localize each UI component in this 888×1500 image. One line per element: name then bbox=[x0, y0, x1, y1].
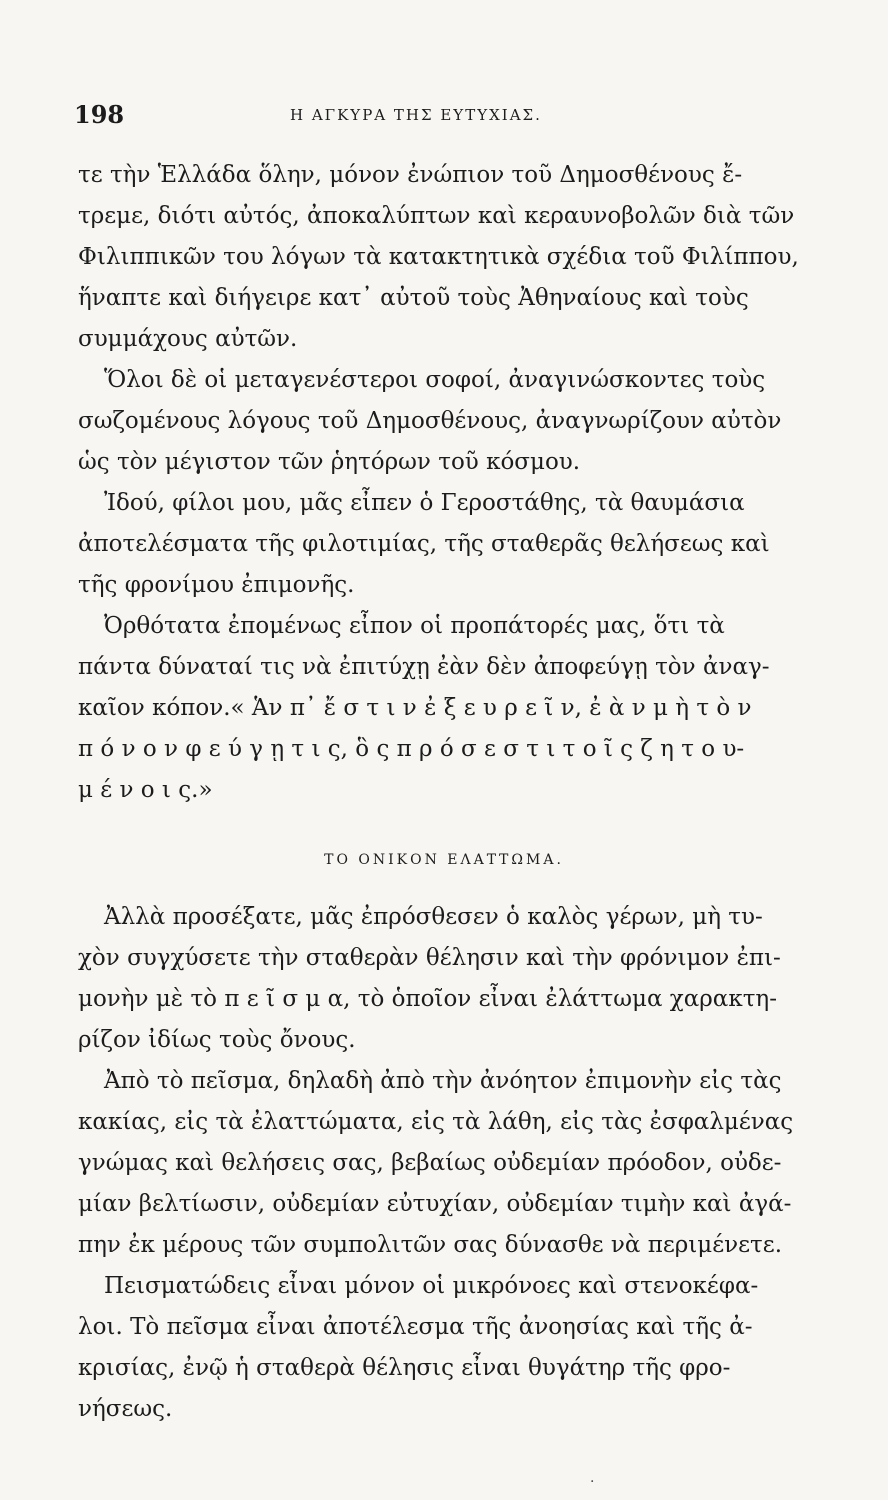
text-line: ἥναπτε καὶ διήγειρε κατ᾽ αὐτοῦ τοὺς Ἀθηναίους καὶ τοὺς bbox=[78, 285, 749, 311]
text-line: νήσεως. bbox=[78, 1396, 173, 1422]
text-line: μονὴν μὲ τὸ π ε ῖ σ μ α, τὸ ὁποῖον εἶναι ἐλάττωμα χαρακτη- bbox=[78, 986, 777, 1012]
text-line: π ό ν ο ν φ ε ύ γ ῃ τ ι ς, ὃ ς π ρ ό σ ε σ τ ι τ ο ῖ ς ζ η τ ο υ- bbox=[78, 736, 745, 762]
text-line: μίαν βελτίωσιν, οὐδεμίαν εὐτυχίαν, οὐδεμίαν τιμὴν καὶ ἀγά- bbox=[78, 1191, 792, 1217]
text-line: πην ἐκ μέρους τῶν συμπολιτῶν σας δύνασθε νὰ περιμένετε. bbox=[78, 1232, 783, 1258]
text-line: σωζομένους λόγους τοῦ Δημοσθένους, ἀναγνωρίζουν αὐτὸν bbox=[78, 408, 782, 434]
text-line: Πεισματώδεις εἶναι μόνον οἱ μικρόνοες καὶ στενοκέφα- bbox=[104, 1273, 759, 1299]
text-line: μ έ ν ο ι ς.» bbox=[78, 777, 213, 803]
text-line: συμμάχους αὐτῶν. bbox=[78, 326, 298, 352]
ink-speck: · bbox=[590, 1474, 595, 1490]
text-line: Φιλιππικῶν του λόγων τὰ κατακτητικὰ σχέδια τοῦ Φιλίππου, bbox=[78, 244, 799, 270]
text-line: γνώμας καὶ θελήσεις σας, βεβαίως οὐδεμίαν πρόοδον, οὐδε- bbox=[78, 1150, 782, 1176]
text-line: τρεμε, διότι αὐτός, ἀποκαλύπτων καὶ κεραυνοβολῶν διὰ τῶν bbox=[78, 203, 795, 229]
text-line: χὸν συγχύσετε τὴν σταθερὰν θέλησιν καὶ τὴν φρόνιμον ἐπι- bbox=[78, 945, 781, 971]
section-title: ΤΟ ΟΝΙΚΟΝ ΕΛΑΤΤΩΜΑ. bbox=[324, 852, 564, 868]
text-line: λοι. Τὸ πεῖσμα εἶναι ἀποτέλεσμα τῆς ἀνοησίας καὶ τῆς ἀ- bbox=[78, 1314, 753, 1340]
page-number: 198 bbox=[74, 100, 125, 129]
text-line: Ὀρθότατα ἐπομένως εἶπον οἱ προπάτορές μας, ὅτι τὰ bbox=[104, 613, 725, 639]
text-line: Ὅλοι δὲ οἱ μεταγενέστεροι σοφοί, ἀναγινώσκοντες τοὺς bbox=[104, 367, 766, 393]
text-line: Ἀλλὰ προσέξατε, μᾶς ἐπρόσθεσεν ὁ καλὸς γέρων, μὴ τυ- bbox=[104, 904, 763, 930]
running-title: Η ΑΓΚΥΡΑ ΤΗΣ ΕΥΤΥΧΙΑΣ. bbox=[290, 106, 542, 124]
text-line: κακίας, εἰς τὰ ἐλαττώματα, εἰς τὰ λάθη, εἰς τὰς ἐσφαλμένας bbox=[78, 1109, 794, 1135]
page-header bbox=[70, 100, 810, 140]
text-line: κρισίας, ἐνῷ ἡ σταθερὰ θέλησις εἶναι θυγάτηρ τῆς φρο- bbox=[78, 1355, 731, 1381]
text-line: Ἀπὸ τὸ πεῖσμα, δηλαδὴ ἀπὸ τὴν ἀνόητον ἐπιμονὴν εἰς τὰς bbox=[104, 1068, 782, 1094]
text-line: καῖον κόπον.« Ἁν π᾽ ἔ σ τ ι ν ἐ ξ ε υ ρ ε ῖ ν, ἐ ὰ ν μ ὴ τ ὸ ν bbox=[78, 695, 752, 721]
text-line: ἀποτελέσματα τῆς φιλοτιμίας, τῆς σταθερᾶς θελήσεως καὶ bbox=[78, 531, 770, 557]
text-line: τῆς φρονίμου ἐπιμονῆς. bbox=[78, 572, 355, 598]
text-line: Ἰδού, φίλοι μου, μᾶς εἶπεν ὁ Γεροστάθης, τὰ θαυμάσια bbox=[104, 490, 745, 516]
text-line: πάντα δύναταί τις νὰ ἐπιτύχῃ ἐὰν δὲν ἀποφεύγῃ τὸν ἀναγ- bbox=[78, 654, 770, 680]
text-line: ὡς τὸν μέγιστον τῶν ῥητόρων τοῦ κόσμου. bbox=[78, 449, 581, 475]
text-line: τε τὴν Ἑλλάδα ὅλην, μόνον ἐνώπιον τοῦ Δημοσθένους ἔ- bbox=[78, 162, 743, 188]
text-line: ρίζον ἰδίως τοὺς ὄνους. bbox=[78, 1027, 356, 1053]
